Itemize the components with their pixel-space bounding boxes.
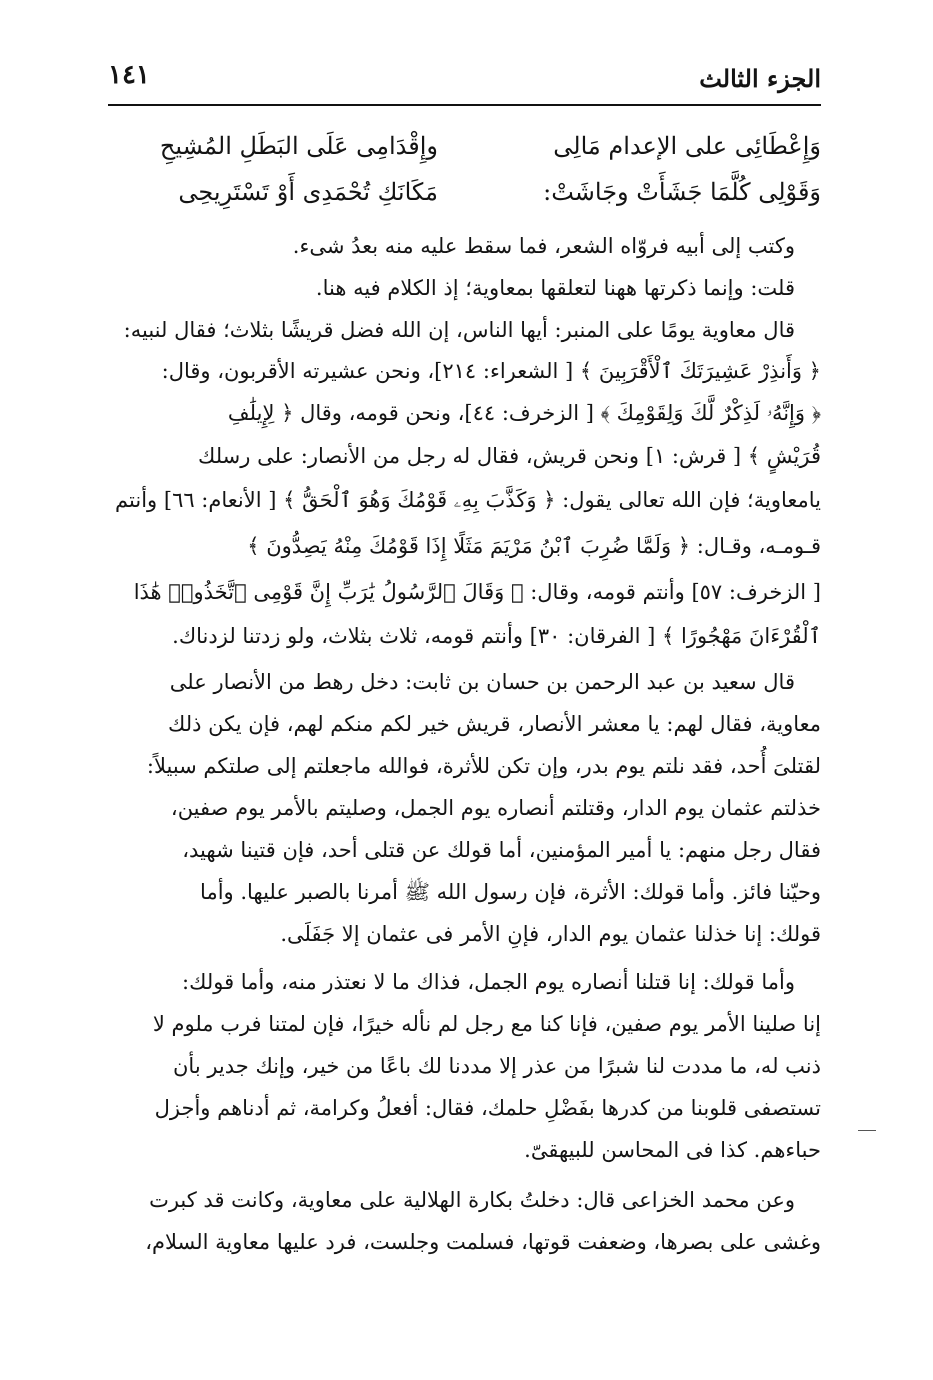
text-line: إنا صلينا الأمر يوم صفين، فإنا كنا مع رجل لم نأله خيرًا، فإن لمتنا فرب ملوم لا bbox=[152, 1012, 821, 1036]
text-line: قـومـه، وقـال: ﴿ وَلَمَّا ضُرِبَ ٱبْنُ مَرْيَمَ مَثَلًا إِذَا قَوْمُكَ مِنْهُ يَصِدُّونَ ﴾ bbox=[247, 534, 821, 558]
text-line: قلت: وإنما ذكرتها ههنا لتعلقها بمعاوية؛ إذ الكلام فيه هنا. bbox=[315, 276, 795, 300]
text-line: يامعاوية؛ فإن الله تعالى يقول: ﴿ وَكَذَّبَ بِهِۦ قَوْمُكَ وَهُوَ ٱلْحَقُّ ﴾ [ الأنعام: ٦٦] وأنتم bbox=[115, 488, 821, 512]
text-line: ﴿ وَإِنَّهُۥ لَذِكْرٌ لَّكَ وَلِقَوْمِكَ ﴾ [ الزخرف: ٤٤]، ونحن قومه، وقال ﴿ لِإِيلَٰفِ bbox=[227, 401, 821, 425]
verse-second-hemistich: مَكَانَكِ تُحْمَدِى أَوْ تَسْتَرِيحِى bbox=[178, 178, 438, 206]
text-line: وحيّنا فائز. وأما قولك: الأثرة، فإن رسول الله ﷺ أمرنا بالصبر عليها. وأما bbox=[200, 880, 821, 904]
text-line: قولك: إنا خذلنا عثمان يوم الدار، فإنِ الأمر فى عثمان إلا جَفَلَى. bbox=[280, 922, 821, 946]
page-header bbox=[108, 56, 821, 100]
text-line: معاوية، فقال لهم: يا معشر الأنصار، قريش خير لكم منكم لهم، فإن يكن ذلك bbox=[168, 712, 821, 736]
text-line: قال سعيد بن عبد الرحمن بن حسان بن ثابت: دخل رهط من الأنصار على bbox=[169, 670, 795, 694]
text-line: تستصفى قلوبنا من كدرها بفَضْلِ حلمك، فقال: أفعلُ وكرامة، ثم أدناهم وأجزل bbox=[154, 1096, 821, 1120]
text-line: وغشى على بصرها، وضعفت قوتها، فسلمت وجلست، فرد عليها معاوية السلام، bbox=[145, 1230, 821, 1254]
text-line: ٱلْقُرْءَانَ مَهْجُورًا ﴾ [ الفرقان: ٣٠] وأنتم قومه، ثلاث بثلاث، ولو زدتنا لزدناك. bbox=[172, 624, 821, 648]
text-line: لقتلىَ أُحد، فقد نلتم يوم بدر، وإن تكن للأثرة، فوالله ماجعلتم إلى صلتكم سبيلاً: bbox=[146, 754, 821, 778]
text-line: قال معاوية يومًا على المنبر: أيها الناس، إن الله فضل قريشًا بثلاث؛ فقال لنبيه: bbox=[123, 318, 795, 342]
text-line: خذلتم عثمان يوم الدار، وقتلتم أنصاره يوم الجمل، وصليتم بالأمر يوم صفين، bbox=[170, 796, 821, 820]
text-line: وعن محمد الخزاعى قال: دخلتُ بكارة الهلالية على معاوية، وكانت قد كبرت bbox=[149, 1188, 795, 1212]
text-line: ﴿ وَأَنذِرْ عَشِيرَتَكَ ٱلْأَقْرَبِينَ ﴾ [ الشعراء: ٢١٤]، ونحن عشيرته الأقربون، وقال: bbox=[161, 359, 821, 383]
text-line: وأما قولك: إنا قتلنا أنصاره يوم الجمل، فذاك ما لا نعتذر منه، وأما قولك: bbox=[182, 970, 795, 994]
text-line: حباءهم. كذا فى المحاسن للبيهقىّ. bbox=[524, 1138, 821, 1162]
text-line: قُرَيْشٍ ﴾ [ قرش: ١] ونحن قريش، فقال له رجل من الأنصار: على رسلك bbox=[198, 444, 821, 468]
margin-mark bbox=[858, 1130, 876, 1131]
page-number: ١٤١ bbox=[108, 60, 150, 90]
text-line: فقال رجل منهم: يا أمير المؤمنين، أما قولك عن قتلى أحد، فإن قتينا شهيد، bbox=[182, 838, 821, 862]
header-rule bbox=[108, 104, 821, 106]
verse-second-hemistich: وإِقْدَامِى عَلَى البَطَلِ المُشِيحِ bbox=[159, 132, 438, 160]
poem-verse bbox=[108, 178, 821, 224]
text-line: وكتب إلى أبيه فروّاه الشعر، فما سقط عليه منه بعدُ شىء. bbox=[292, 234, 795, 258]
poem-verse bbox=[108, 132, 821, 178]
verse-first-hemistich: وَقَوْلِى كُلَّمَا جَشَأَتْ وجَاشَتْ: bbox=[543, 178, 821, 206]
running-title: الجزء الثالث bbox=[699, 64, 821, 93]
text-line: ذنب له، ما مددت لنا شبرًا من عذر إلا مددنا لك باعًا من خير، وإنك جدير بأن bbox=[173, 1054, 821, 1078]
text-line: [ الزخرف: ٥٧] وأنتم قومه، وقال: ﴿ وَقَالَ ٱلرَّسُولُ يَٰرَبِّ إِنَّ قَوْمِى ٱتَّخَذُوا۟ هَٰذَا bbox=[133, 580, 821, 604]
verse-first-hemistich: وَإِعْطَائِى على الإعدام مَالِى bbox=[553, 132, 821, 160]
